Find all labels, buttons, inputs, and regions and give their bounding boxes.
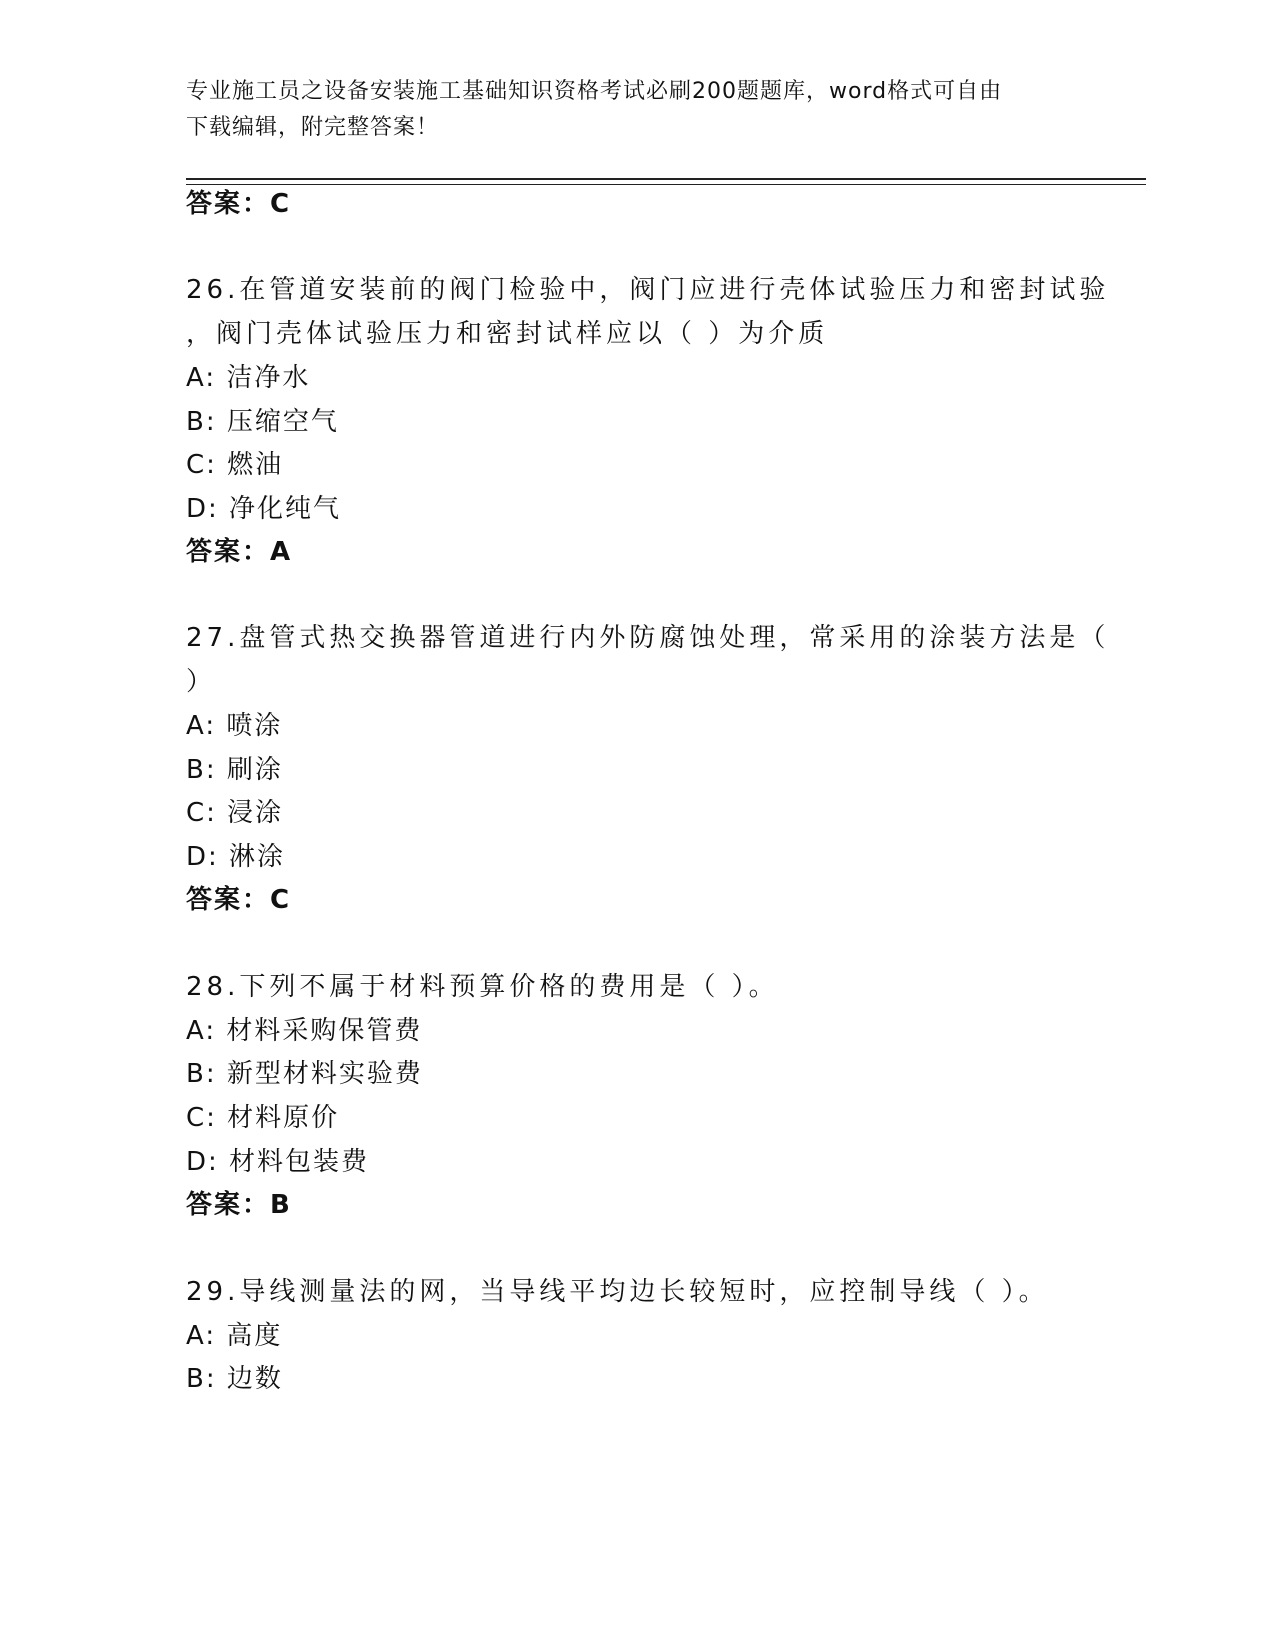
question-27-option-d: D: 淋涂 (186, 842, 286, 872)
question-27-stem: 27.盘管式热交换器管道进行内外防腐蚀处理，常采用的涂装方法是（ (186, 623, 1110, 653)
question-28-stem: 28.下列不属于材料预算价格的费用是（ ）。 (186, 972, 779, 1002)
previous-answer: 答案：C (186, 189, 292, 219)
question-27-option-a: A: 喷涂 (186, 711, 283, 741)
question-29-stem: 29.导线测量法的网，当导线平均边长较短时，应控制导线（ ）。 (186, 1277, 1049, 1307)
question-26-answer: 答案：A (186, 537, 293, 567)
question-27-option-b: B: 刷涂 (186, 755, 283, 785)
question-27-answer: 答案：C (186, 885, 292, 915)
question-29-option-b: B: 边数 (186, 1364, 283, 1394)
question-28-option-d: D: 材料包装费 (186, 1147, 370, 1177)
document-header (186, 74, 1086, 146)
question-26-option-a: A: 洁净水 (186, 363, 311, 393)
question-26-option-c: C: 燃油 (186, 450, 284, 480)
question-26-stem: 26.在管道安装前的阀门检验中，阀门应进行壳体试验压力和密封试验 (186, 275, 1110, 305)
question-26-stem: ，阀门壳体试验压力和密封试样应以（ ）为介质 (186, 319, 829, 349)
question-27-stem: ） (186, 667, 217, 697)
question-28-answer: 答案：B (186, 1190, 292, 1220)
header-line: 专业施工员之设备安装施工基础知识资格考试必刷200题题库，word格式可自由 (186, 79, 1003, 104)
question-29-option-a: A: 高度 (186, 1321, 283, 1351)
question-26-option-b: B: 压缩空气 (186, 407, 339, 437)
question-28-option-a: A: 材料采购保管费 (186, 1016, 423, 1046)
question-27-option-c: C: 浸涂 (186, 798, 284, 828)
question-26-option-d: D: 净化纯气 (186, 494, 342, 524)
question-28-option-b: B: 新型材料实验费 (186, 1059, 423, 1089)
header-divider-thin (186, 184, 1146, 185)
header-divider (186, 178, 1146, 180)
header-line: 下载编辑，附完整答案！ (186, 115, 440, 140)
question-28-option-c: C: 材料原价 (186, 1103, 340, 1133)
